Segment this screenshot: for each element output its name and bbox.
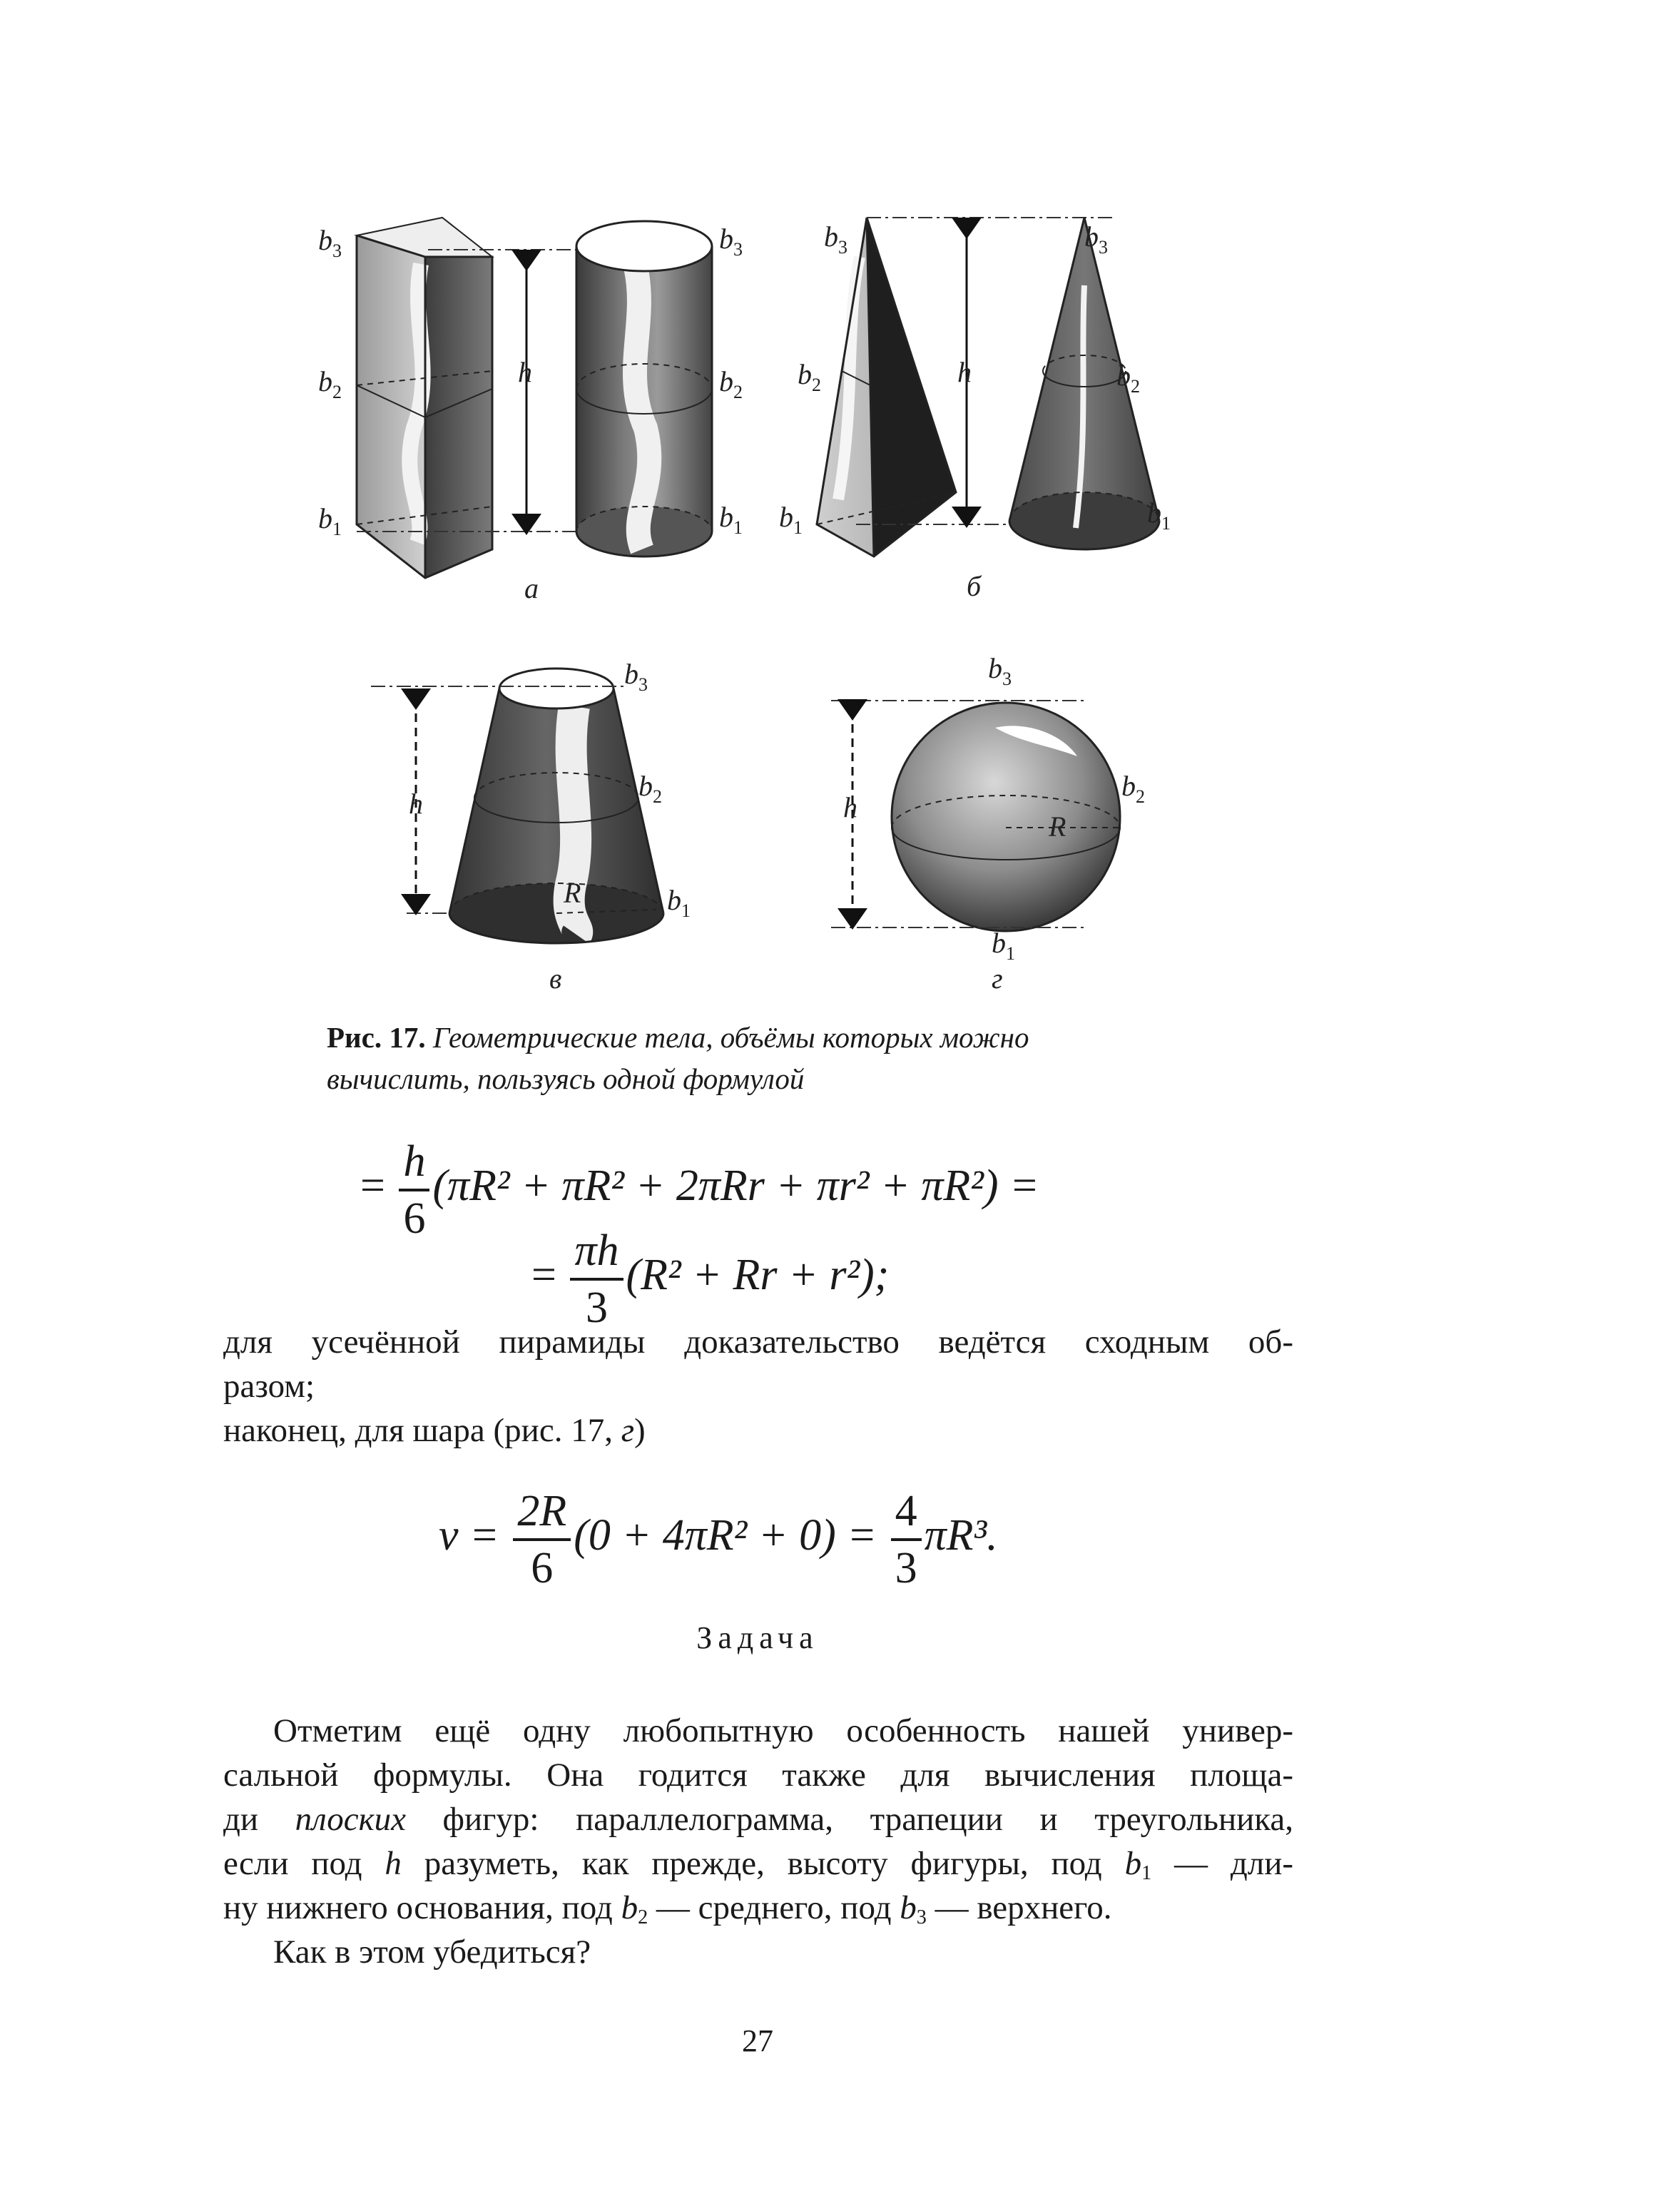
label-b1-sphere: $b_1$ [992, 927, 1015, 964]
label-b2-cone: $b_2$ [1116, 360, 1140, 397]
para-line4: если под h разуметь, как прежде, высоту фигуры, под $b_1$ — дли- [223, 1845, 1293, 1885]
label-b1-pyramid: $b_1$ [779, 501, 803, 538]
paragraph [223, 1709, 1293, 1974]
text1-line1: для усечённой пирамиды доказательство ведётся сходным об- [223, 1323, 1293, 1361]
figure-caption [327, 1017, 1111, 1099]
label-h-c: h [409, 788, 423, 820]
pyramid-shape [817, 218, 956, 556]
label-b3-frustum: $b_3$ [624, 658, 648, 695]
label-b2-frustum: $b_2$ [638, 770, 662, 807]
page-number: 27 [742, 2023, 773, 2058]
formula2-rhs: πR³. [924, 1511, 998, 1560]
formula-line-2 [531, 1224, 889, 1335]
para-line5: ну нижнего основания, под $b_2$ — среднего, под $b_3$ — верхнего. [223, 1889, 1112, 1929]
frustum-shape [449, 669, 663, 943]
formula1-body: (πR² + πR² + 2πRr + πr² + πR²) = [432, 1162, 1039, 1211]
para-line3: ди плоских фигур: параллелограмма, трапеции и треугольника, [223, 1801, 1293, 1838]
fraction-pih-3: $\frac{\pi h}{3}$ [570, 1224, 623, 1335]
text-block-1 [223, 1320, 1293, 1453]
sphere-volume-formula [439, 1484, 998, 1595]
text1-line3: наконец, для шара (рис. 17, г) [223, 1412, 646, 1449]
fraction-4-3: $\frac{4}{3}$ [891, 1484, 922, 1595]
para-line1: Отметим ещё одну любопытную особенность нашей универ- [273, 1712, 1293, 1749]
para-line6: Как в этом убедиться? [273, 1933, 591, 1971]
label-h-b: h [957, 356, 972, 388]
label-h-d: h [843, 791, 857, 823]
label-b3-cone: $b_3$ [1084, 220, 1108, 258]
text1-line2: разом; [223, 1368, 315, 1405]
label-b3-cylinder: $b_3$ [719, 223, 743, 260]
caption-line1: Геометрические тела, объёмы которых можно [432, 1021, 1029, 1054]
fraction-h-6: $\frac{h}{6}$ [399, 1134, 429, 1246]
label-b1-frustum: $b_1$ [667, 884, 691, 921]
para-line2: сальной формулы. Она годится также для вычисления площа- [223, 1757, 1293, 1794]
label-h-a: h [518, 356, 532, 388]
formula2-body: (R² + Rr + r²); [626, 1251, 890, 1300]
panel-label-c: в [549, 962, 562, 995]
panel-label-a: а [524, 572, 539, 604]
equals-sign: = [360, 1162, 385, 1211]
label-R-sphere: R [1049, 810, 1066, 843]
label-b3-sphere: $b_3$ [988, 652, 1012, 689]
label-b2-prism: $b_2$ [318, 365, 342, 402]
caption-prefix: Рис. 17. [327, 1021, 426, 1054]
sphere-shape [892, 703, 1120, 931]
caption-line2: вычислить, пользуясь одной формулой [327, 1062, 805, 1095]
label-b1-cylinder: $b_1$ [719, 501, 743, 538]
label-b1-cone: $b_1$ [1147, 497, 1171, 534]
figure-17 [0, 0, 1680, 1013]
panel-label-d: г [992, 962, 1003, 995]
cylinder-shape [576, 221, 712, 556]
label-b2-cylinder: $b_2$ [719, 365, 743, 402]
formula2-mid: (0 + 4πR² + 0) = [574, 1511, 877, 1560]
equals-sign-2: = [531, 1251, 556, 1300]
formula2-lhs: v = [439, 1511, 499, 1560]
label-b2-sphere: $b_2$ [1121, 770, 1145, 807]
panel-label-b: б [967, 570, 982, 602]
prism-shape [357, 218, 492, 578]
label-b3-pyramid: $b_3$ [824, 220, 847, 258]
label-b2-pyramid: $b_2$ [798, 358, 821, 395]
section-title: Задача [696, 1620, 819, 1655]
label-R-frustum: R [564, 877, 581, 909]
label-b3-prism: $b_3$ [318, 224, 342, 261]
label-b1-prism: $b_1$ [318, 502, 342, 539]
fraction-2R-6: $\frac{2R}{6}$ [513, 1484, 571, 1595]
